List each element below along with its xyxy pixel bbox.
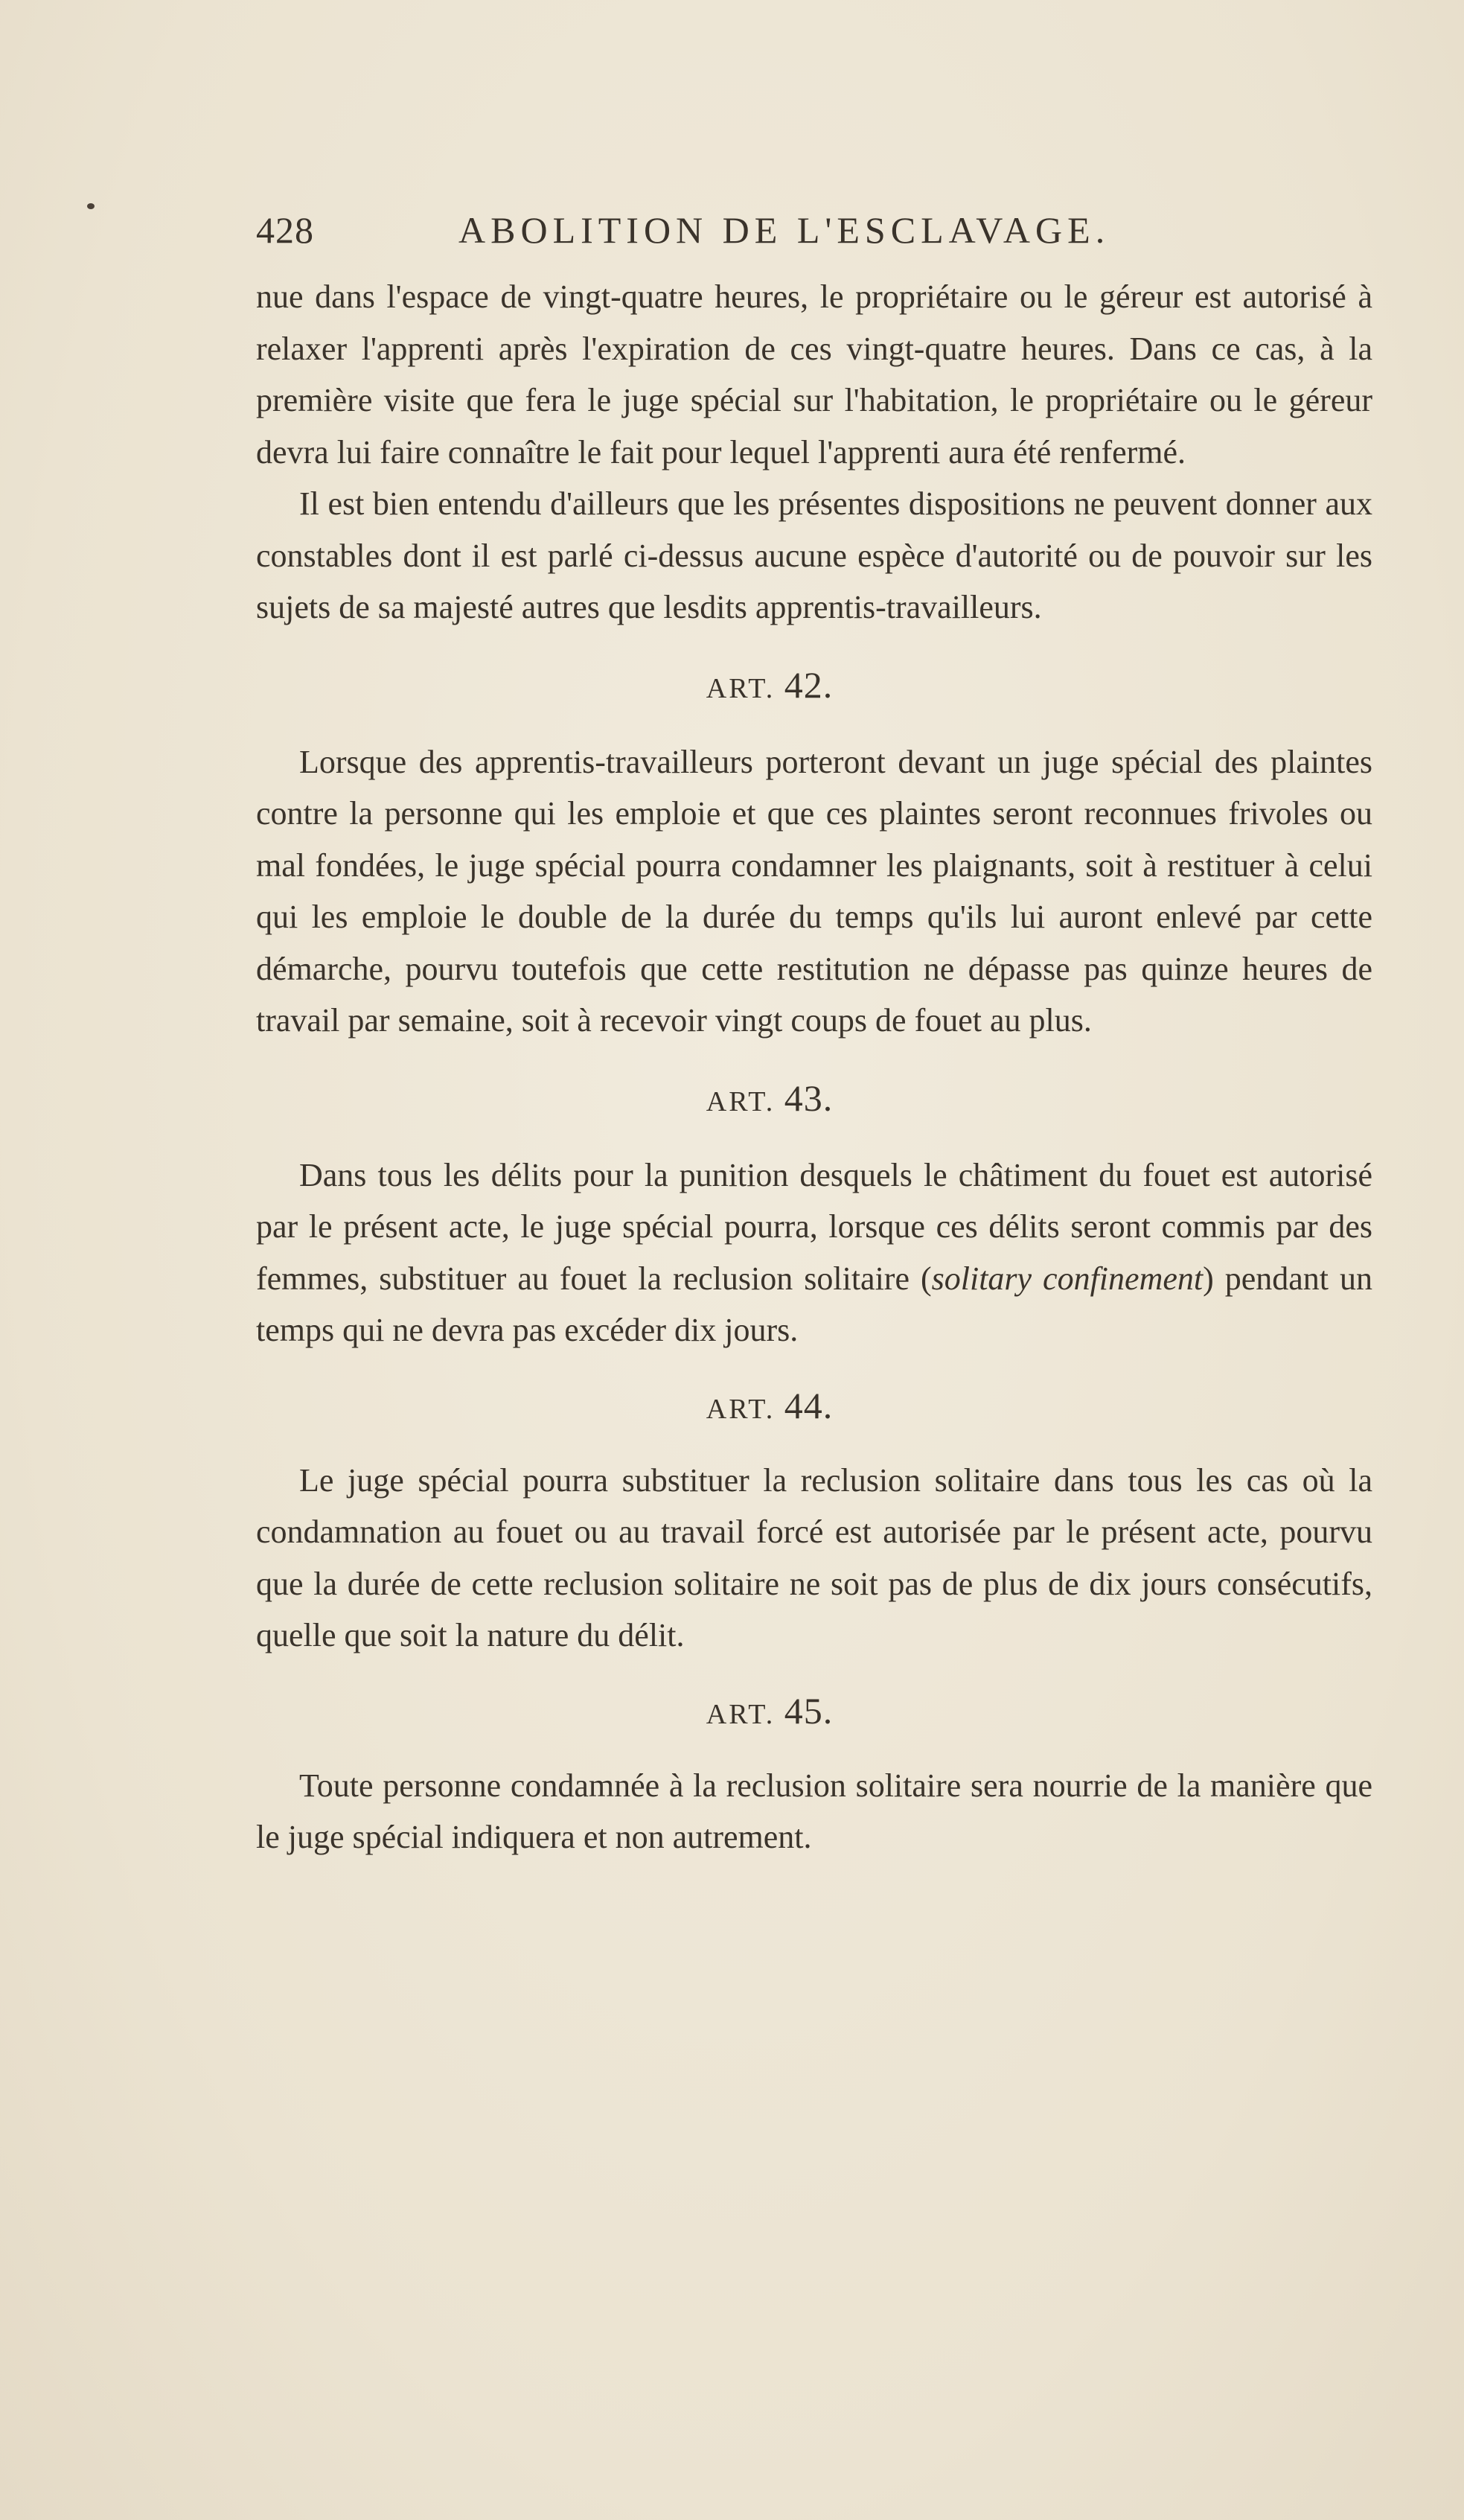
page-header: [256, 202, 1179, 262]
article-42-text: Lorsque des apprentis-travailleurs porteront devant un juge spécial des plaintes contre la personne qui les emploie et que ces plaintes seront reconnues frivoles ou mal fondées, le juge spécial pourra condamner les plaignants, soit à restituer à celui qui les emploie le double de la durée du temps qu'ils lui auront enlevé par cette démarche, pourvu toutefois que cette restitution ne dépasse pas quinze heures de travail par semaine, soit à recevoir vingt coups de fouet au plus.: [256, 743, 1372, 1039]
paragraph-continued: nue dans l'espace de vingt-quatre heures, le propriétaire ou le gérеur est autorisé à relaxer l'apprenti après l'expiration de ces vingt-quatre heures. Dans ce cas, à la première visite que fera le juge spécial sur l'habitation, le propriétaire ou le géreur devra lui faire connaître le fait pour lequel l'apprenti aura été renfermé.: [256, 278, 1372, 470]
article-45-text: Toute personne condamnée à la reclusion solitaire sera nourrie de la manière que le juge spécial indiquera et non autrement.: [256, 1767, 1372, 1855]
page-body: [256, 271, 1372, 1863]
article-heading-45: [256, 1662, 1372, 1760]
article-number: 44.: [784, 1384, 834, 1426]
article-heading-42: [256, 634, 1372, 736]
article-43-text: [256, 1149, 1372, 1356]
article-heading-44: [256, 1356, 1372, 1455]
article-heading-43: [256, 1047, 1372, 1149]
paragraph-constables: Il est bien entendu d'ailleurs que les présentes dispositions ne peuvent donner aux constables dont il est parlé ci-dessus aucune espèce d'autorité ou de pouvoir sur les sujets de sa majesté autres que lesdits apprentis-travailleurs.: [256, 485, 1372, 625]
article-number: 42.: [784, 663, 834, 706]
article-label: ART.: [706, 672, 776, 704]
article-label: ART.: [706, 1085, 776, 1117]
page-number: 428: [256, 209, 314, 251]
ink-speck: [87, 203, 95, 209]
article-43-italic-term: solitary confinement: [931, 1260, 1204, 1297]
article-number: 45.: [784, 1689, 834, 1732]
article-44-text: Le juge spécial pourra substituer la reclusion solitaire dans tous les cas où la condamnation au fouet ou au travail forcé est autorisée par le présent acte, pourvu que la durée de cette reclusion solitaire ne soit pas de plus de dix jours consécutifs, quelle que soit la nature du délit.: [256, 1461, 1372, 1653]
article-number: 43.: [784, 1076, 834, 1119]
article-43-text-start: Dans tous les délits pour la punition desquels le châtiment du fouet est autorisé par le présent acte, le juge spécial pourra, lorsque ces délits seront commis par des femmes, substituer au fouet la reclusion solitaire (: [256, 1156, 1372, 1297]
running-title: ABOLITION DE L'ESCLAVAGE.: [458, 209, 1110, 251]
article-label: ART.: [706, 1393, 776, 1425]
article-43-text-end: ) pendant un temps qui ne devra pas excéder dix jours.: [256, 1260, 1372, 1348]
article-label: ART.: [706, 1698, 776, 1730]
